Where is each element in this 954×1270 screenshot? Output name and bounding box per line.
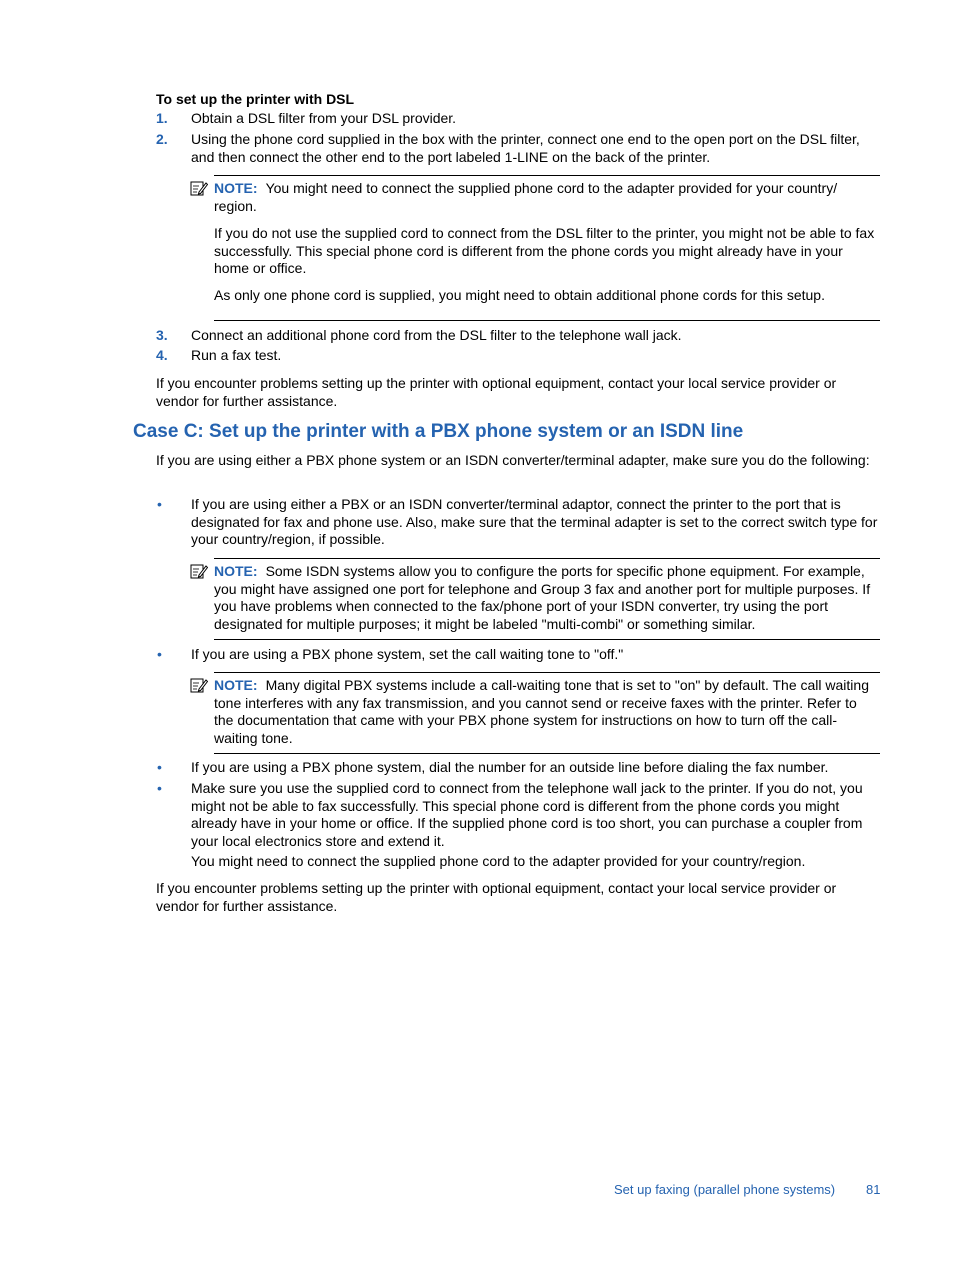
note-label: NOTE: [214,180,258,196]
note-top-rule [214,558,880,559]
note-paragraph [214,677,880,747]
bullet-text: If you are using a PBX phone system, set the call waiting tone to "off." [191,646,624,662]
page-number: 81 [866,1182,881,1197]
bullet-marker: • [157,759,162,775]
bullet-text: If you are using either a PBX or an ISDN converter/terminal adaptor, connect the printer to the port that is designated for fax and phone use. Also, make sure that the terminal adapter is set to the correct switch type for your country/region, if possible. [191,496,878,548]
note-bottom-rule [214,639,880,640]
step-number: 1. [156,110,168,126]
note-icon [190,563,208,579]
bullet-marker: • [157,780,162,796]
note-text: Some ISDN systems allow you to configure the ports for specific phone equipment. For example, you might have assigned one port for telephone and Group 3 fax and another port for multiple purposes. If you have problems when connected to the fax/phone port of your ISDN converter, try using the port designated for multiple purposes; it might be labeled "multi-combi" or something similar. [214,563,871,632]
note-top-rule [214,175,880,176]
note-label: NOTE: [214,677,258,693]
step-number: 3. [156,327,168,343]
note-text: Many digital PBX systems include a call-waiting tone that is set to "on" by default. The call waiting tone interferes with any fax transmission, and you cannot send or receive faxes with the printer. Refer to the documentation that came with your PBX phone system for instructions on how to turn off the call-waiting tone. [214,677,869,746]
step-number: 4. [156,347,168,363]
note-paragraph: If you do not use the supplied cord to connect from the DSL filter to the printer, you might not be able to fax successfully. This special phone cord is different from the phone cords you might already have in your home or office. [214,225,875,277]
note-top-rule [214,672,880,673]
step-text: Using the phone cord supplied in the box with the printer, connect one end to the open port on the DSL filter, and then connect the other end to the port labeled 1-LINE on the back of the printer. [191,131,860,165]
step-text: Connect an additional phone cord from the DSL filter to the telephone wall jack. [191,327,682,343]
step-text: Obtain a DSL filter from your DSL provider. [191,110,457,126]
bullet-text: If you are using a PBX phone system, dial the number for an outside line before dialing the fax number. [191,759,829,775]
note-paragraph [214,180,880,215]
note-bottom-rule [214,320,880,321]
note-paragraph [214,563,880,633]
body-paragraph: If you are using either a PBX phone system or an ISDN converter/terminal adapter, make sure you do the following: [156,452,870,468]
body-paragraph: If you encounter problems setting up the printer with optional equipment, contact your local service provider or vendor for further assistance. [156,880,837,914]
note-bottom-rule [214,753,880,754]
bullet-marker: • [157,646,162,662]
note-label: NOTE: [214,563,258,579]
step-number: 2. [156,131,168,147]
step-text: Run a fax test. [191,347,282,363]
footer-section-title: Set up faxing (parallel phone systems) [614,1182,836,1197]
note-text: You might need to connect the supplied phone cord to the adapter provided for your country/ region. [214,180,838,214]
note-icon [190,180,208,196]
procedure-heading: To set up the printer with DSL [156,91,355,107]
body-paragraph: If you encounter problems setting up the printer with optional equipment, contact your local service provider or vendor for further assistance. [156,375,837,409]
note-paragraph: As only one phone cord is supplied, you might need to obtain additional phone cords for this setup. [214,287,825,303]
bullet-text-continuation: You might need to connect the supplied phone cord to the adapter provided for your country/region. [191,853,806,869]
section-heading: Case C: Set up the printer with a PBX phone system or an ISDN line [133,421,744,442]
note-icon [190,677,208,693]
bullet-text: Make sure you use the supplied cord to connect from the telephone wall jack to the printer. If you do not, you might not be able to fax successfully. This special phone cord is different from the phone cords you might already have in your home or office. If the supplied phone cord is too short, you can purchase a coupler from your local electronics store and extend it. [191,780,863,849]
bullet-marker: • [157,496,162,512]
